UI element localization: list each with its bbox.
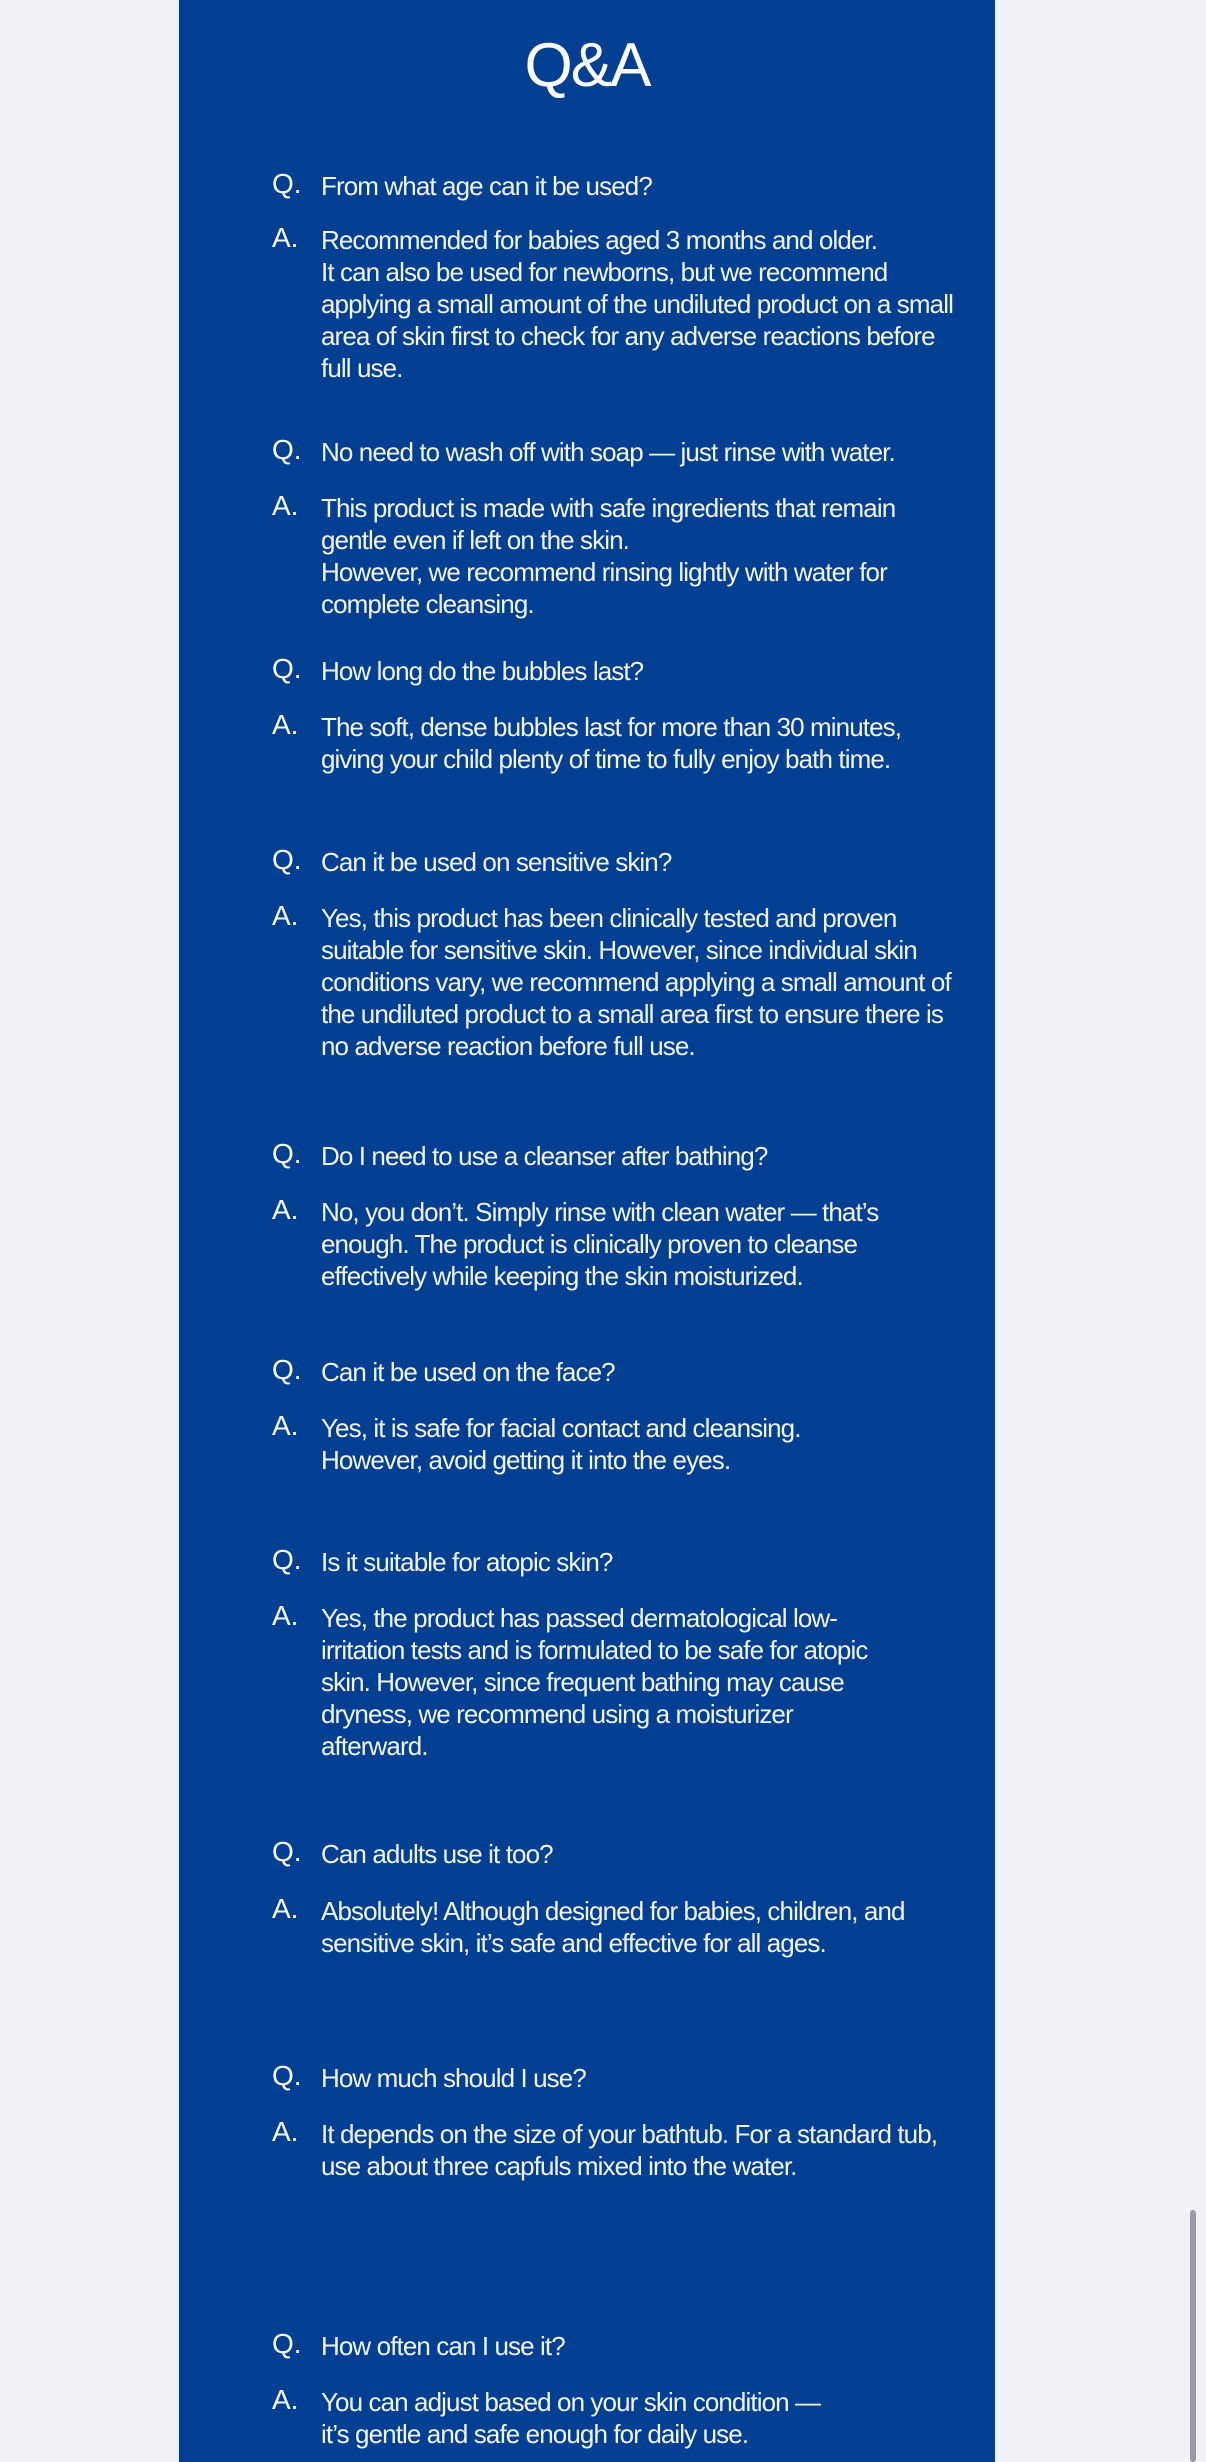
answer-marker: A. bbox=[272, 2384, 299, 2415]
answer-text: Yes, it is safe for facial contact and cleansing. However, avoid getting it into the eyes. bbox=[321, 1413, 801, 1475]
answer-text: Yes, this product has been clinically tested and proven suitable for sensitive skin. However, since individual skin conditions vary, we recommend applying a small amount of the undiluted product to a small area first to ensure there is no adverse reaction before full use. bbox=[321, 903, 951, 1061]
question-text: Can adults use it too? bbox=[321, 1839, 553, 1869]
answer-marker: A. bbox=[272, 1893, 299, 1924]
answer-marker: A. bbox=[272, 709, 299, 740]
question-marker: Q. bbox=[272, 844, 302, 875]
question-text: How long do the bubbles last? bbox=[321, 656, 644, 686]
question-marker: Q. bbox=[272, 2328, 302, 2359]
question-text: Can it be used on sensitive skin? bbox=[321, 847, 672, 877]
question-text: Is it suitable for atopic skin? bbox=[321, 1547, 613, 1577]
question-marker: Q. bbox=[272, 1354, 302, 1385]
answer-marker: A. bbox=[272, 1410, 299, 1441]
answer-marker: A. bbox=[272, 222, 299, 253]
answer-marker: A. bbox=[272, 1194, 299, 1225]
answer-marker: A. bbox=[272, 900, 299, 931]
question-marker: Q. bbox=[272, 653, 302, 684]
answer-text: Yes, the product has passed dermatological low-irritation tests and is formulated to be safe for atopic skin. However, since frequent bathing may cause dryness, we recommend using a moisturizer afterward. bbox=[321, 1603, 868, 1761]
question-marker: Q. bbox=[272, 1138, 302, 1169]
scrollbar-thumb[interactable] bbox=[1190, 2210, 1196, 2462]
answer-text: You can adjust based on your skin condition — it’s gentle and safe enough for daily use. bbox=[321, 2387, 821, 2449]
question-text: No need to wash off with soap — just rinse with water. bbox=[321, 437, 895, 467]
answer-marker: A. bbox=[272, 490, 299, 521]
question-text: Can it be used on the face? bbox=[321, 1357, 615, 1387]
question-text: How often can I use it? bbox=[321, 2331, 565, 2361]
question-text: How much should I use? bbox=[321, 2063, 586, 2093]
answer-text: The soft, dense bubbles last for more than 30 minutes, giving your child plenty of time to fully enjoy bath time. bbox=[321, 712, 902, 774]
answer-marker: A. bbox=[272, 1600, 299, 1631]
answer-text: It depends on the size of your bathtub. For a standard tub, use about three capfuls mixed into the water. bbox=[321, 2119, 938, 2181]
answer-marker: A. bbox=[272, 2116, 299, 2147]
answer-text: No, you don’t. Simply rinse with clean water — that’s enough. The product is clinically proven to cleanse effectively while keeping the skin moisturized. bbox=[321, 1197, 879, 1291]
question-marker: Q. bbox=[272, 2060, 302, 2091]
page-title: Q&A bbox=[524, 31, 650, 100]
qa-panel bbox=[179, 0, 995, 2462]
question-marker: Q. bbox=[272, 1836, 302, 1867]
question-marker: Q. bbox=[272, 434, 302, 465]
answer-text: Absolutely! Although designed for babies, children, and sensitive skin, it’s safe and effective for all ages. bbox=[321, 1896, 905, 1958]
question-marker: Q. bbox=[272, 168, 302, 199]
question-marker: Q. bbox=[272, 1544, 302, 1575]
answer-text: Recommended for babies aged 3 months and older. It can also be used for newborns, but we recommend applying a small amount of the undiluted product on a small area of skin first to check for any adverse reactions before full use. bbox=[321, 225, 953, 383]
question-text: Do I need to use a cleanser after bathing? bbox=[321, 1141, 768, 1171]
question-text: From what age can it be used? bbox=[321, 171, 652, 201]
answer-text: This product is made with safe ingredients that remain gentle even if left on the skin. However, we recommend rinsing lightly with water for complete cleansing. bbox=[321, 493, 896, 619]
